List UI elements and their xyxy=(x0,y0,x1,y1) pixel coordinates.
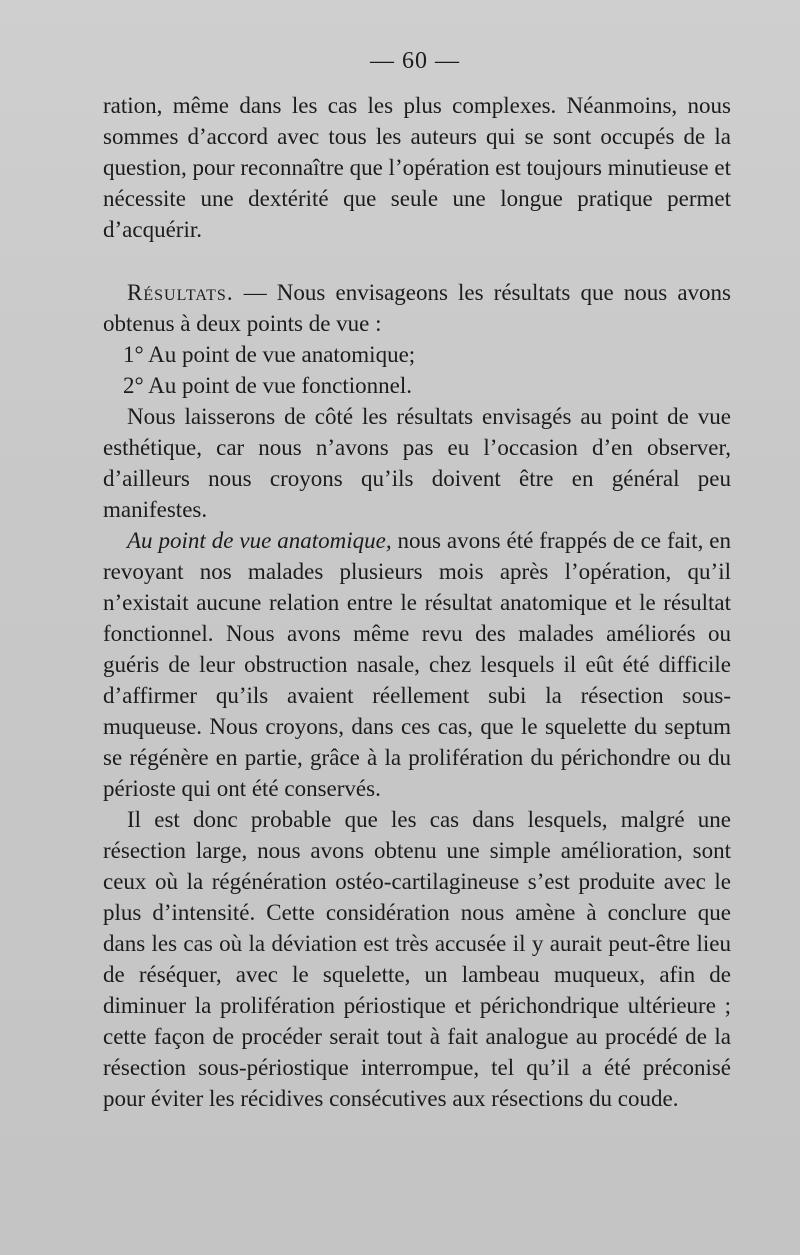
list-item-functional: 2° Au point de vue fonctionnel. xyxy=(123,373,412,398)
list-item-anatomic: 1° Au point de vue anatomique; xyxy=(123,342,416,367)
results-section xyxy=(103,277,731,1114)
conclusion-paragraph: Il est donc probable que les cas dans lesquels, malgré une résection large, nous avons obtenu une simple amélioration, sont ceux où la régénération ostéo-cartilagineuse s’est produite avec le plus d’intensité. Cette considération nous amène à conclure que dans les cas où la déviation est très accusée il y aurait peut-être lieu de réséquer, avec le squelette, un lambeau muqueux, afin de diminuer la prolifération périostique et périchondrique ultérieure ; cette façon de procéder serait tout à fait analogue au procédé de la résection sous-périostique interrompue, tel qu’il a été préconisé pour éviter les récidives consécutives aux résections du coude. xyxy=(103,807,731,1111)
results-intro-paragraph xyxy=(103,277,731,339)
continuation-paragraph: ration, même dans les cas les plus complexes. Néanmoins, nous sommes d’accord avec tous les auteurs qui se sont occupés de la question, pour reconnaître que l’opération est toujours minutieuse et nécessite une dextérité que seule une longue pratique permet d’acquérir. xyxy=(103,93,731,242)
section-heading: Résultats. xyxy=(127,280,234,305)
continuation-block xyxy=(103,90,731,245)
anatomic-paragraph xyxy=(103,525,731,804)
anatomic-lead: Au point de vue anatomique, xyxy=(127,528,392,553)
anatomic-text: nous avons été frappés de ce fait, en revoyant nos malades plusieurs mois après l’opération, qu’il n’existait aucune relation entre le résultat anatomique et le résultat fonctionnel. Nous avons même revu des malades améliorés ou guéris de leur obstruction nasale, chez lesquels il eût été difficile d’affirmer qu’ils avaient réellement subi la résection sous-muqueuse. Nous croyons, dans ces cas, que le squelette du septum se régénère en partie, grâce à la prolifération du périchondre ou du périoste qui ont été conservés. xyxy=(103,528,731,801)
aesthetic-paragraph: Nous laisserons de côté les résultats envisagés au point de vue esthétique, car nous n’avons pas eu l’occasion d’en observer, d’ailleurs nous croyons qu’ils doivent être en général peu manifestes. xyxy=(103,404,731,522)
results-intro-text: — Nous envisageons les résultats que nous avons obtenus à deux points de vue : xyxy=(103,280,731,336)
page-number: — 60 — xyxy=(370,48,460,74)
